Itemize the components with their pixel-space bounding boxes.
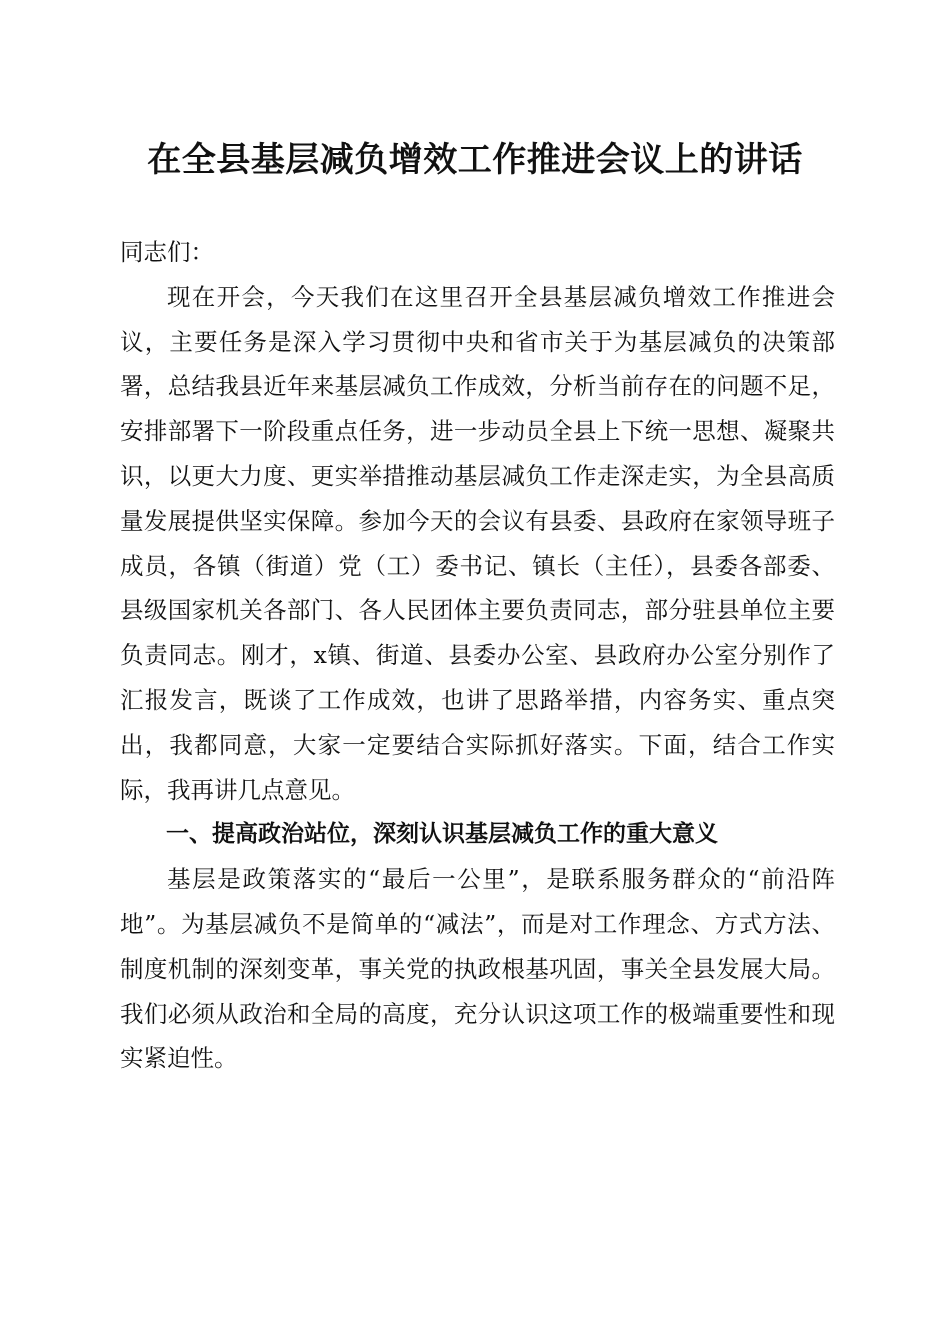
section-paragraph-1: 基层是政策落实的“最后一公里”，是联系服务群众的“前沿阵地”。为基层减负不是简单的“减法”，而是对工作理念、方式方法、制度机制的深刻变革，事关党的执政根基巩固，事关全县发展大局。我们必须从政治和全局的高度，充分认识这项工作的极端重要性和现实紧迫性。 <box>120 865 835 1073</box>
section-heading-1: 一、提高政治站位，深刻认识基层减负工作的重大意义 <box>166 821 718 848</box>
document-body <box>120 230 835 1081</box>
document-title: 在全县基层减负增效工作推进会议上的讲话 <box>147 140 803 180</box>
salutation: 同志们： <box>120 238 214 266</box>
opening-paragraph: 现在开会，今天我们在这里召开全县基层减负增效工作推进会议，主要任务是深入学习贯彻中央和省市关于为基层减负的决策部署，总结我县近年来基层减负工作成效，分析当前存在的问题不足，安排部署下一阶段重点任务，进一步动员全县上下统一思想、凝聚共识，以更大力度、更实举措推动基层减负工作走深走实，为全县高质量发展提供坚实保障。参加今天的会议有县委、县政府在家领导班子成员，各镇（街道）党（工）委书记、镇长（主任），县委各部委、县级国家机关各部门、各人民团体主要负责同志，部分驻县单位主要负责同志。刚才，x镇、街道、县委办公室、县政府办公室分别作了汇报发言，既谈了工作成效，也讲了思路举措，内容务实、重点突出，我都同意，大家一定要结合实际抓好落实。下面，结合工作实际，我再讲几点意见。 <box>120 282 835 804</box>
